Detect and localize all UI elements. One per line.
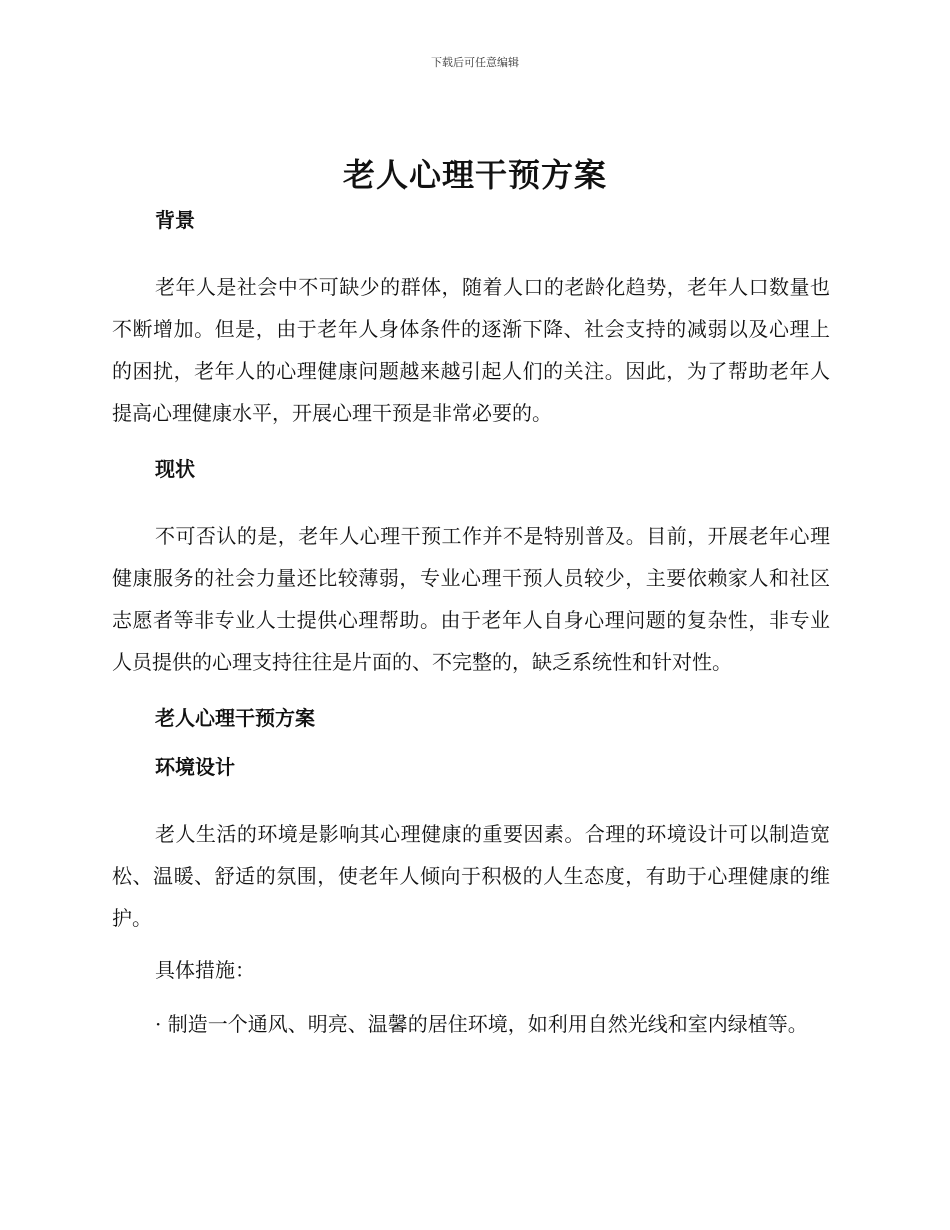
background-paragraph: 老年人是社会中不可缺少的群体，随着人口的老龄化趋势，老年人口数量也不断增加。但是，由于老年人身体条件的逐渐下降、社会支持的减弱以及心理上的困扰，老年人的心理健康问题越来越引起人们的关注。因此，为了帮助老年人提高心理健康水平，开展心理干预是非常必要的。: [112, 275, 830, 425]
document-title: 老人心理干预方案: [342, 156, 607, 194]
status-paragraph: 不可否认的是，老年人心理干预工作并不是特别普及。目前，开展老年心理健康服务的社会力量还比较薄弱，专业心理干预人员较少，主要依赖家人和社区志愿者等非专业人士提供心理帮助。由于老年人自身心理问题的复杂性，非专业人员提供的心理支持往往是片面的、不完整的，缺乏系统性和针对性。: [112, 524, 830, 674]
section-heading-status: 现状: [155, 457, 195, 481]
environment-paragraph: 老人生活的环境是影响其心理健康的重要因素。合理的环境设计可以制造宽松、温暖、舒适的氛围，使老年人倾向于积极的人生态度，有助于心理健康的维护。: [112, 822, 830, 930]
bullet-item-1: · 制造一个通风、明亮、温馨的居住环境，如利用自然光线和室内绿植等。: [155, 1012, 808, 1036]
section-heading-plan: 老人心理干预方案: [155, 706, 315, 730]
measures-label: 具体措施：: [155, 958, 255, 982]
section-heading-background: 背景: [155, 208, 195, 232]
document-body: [112, 206, 830, 1045]
section-heading-environment: 环境设计: [155, 755, 235, 779]
header-note: 下载后可任意编辑: [431, 56, 519, 69]
